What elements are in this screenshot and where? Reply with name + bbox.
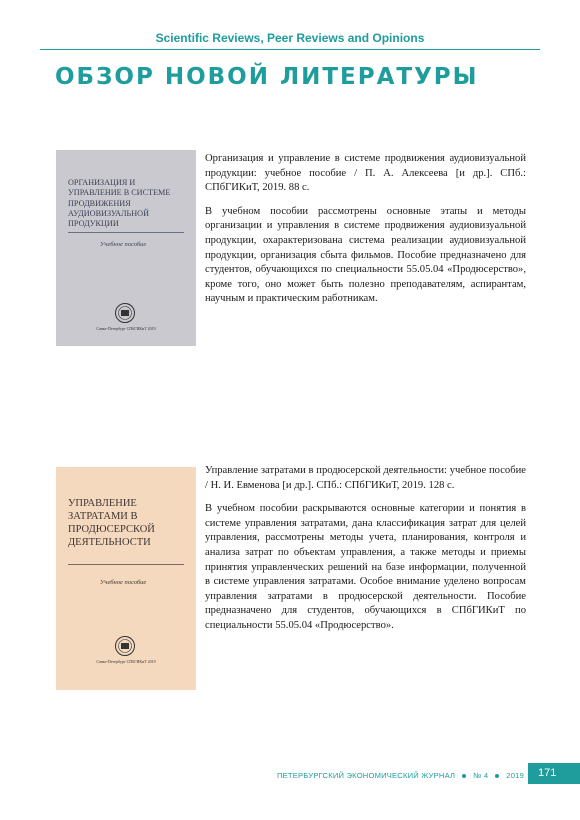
cover-imprint: Санкт-Петербург СПбГИКиТ 2019 xyxy=(96,659,156,664)
bullet-icon xyxy=(462,774,466,778)
bullet-icon xyxy=(495,774,499,778)
cover-imprint: Санкт-Петербург СПбГИКиТ 2019 xyxy=(96,326,156,331)
book-cover-1 xyxy=(56,150,196,346)
section-title: Scientific Reviews, Peer Reviews and Opinions xyxy=(155,31,425,45)
book-entry-2 xyxy=(205,464,526,643)
publisher-emblem-icon xyxy=(114,302,136,324)
book-description: В учебном пособии рассмотрены основные этапы и методы организации и управления в системе продвижения аудиовизуальной продукции, охарактеризована система реализации аудиовизуальной продукции, организация сбыта фильмов. Пособие предназначено для студентов, обучающихся по специальности 55.05.04 «Продюсерство», кроме того, оно может быть полезно преподавателям, аспирантам, научным и практическим работникам. xyxy=(205,205,526,305)
book-description: В учебном пособии раскрываются основные категории и понятия в системе управления затратами, дана классификация затрат для целей управления, рассмотрены методы учета, планирования, контроля и анализа затрат по объектам управления, а также методы и приемы принятия управленческих решений на базе информации, полученной в системе управления затратами. Особое внимание уделено вопросам управления затратами в продюсерской деятельности. Пособие предназначено для студентов, обучающихся в СПбГИКиТ по специальности 55.05.04 «Продюсерство». xyxy=(205,503,526,632)
cover-divider xyxy=(68,232,184,233)
journal-name: ПЕТЕРБУРГСКИЙ ЭКОНОМИЧЕСКИЙ ЖУРНАЛ xyxy=(277,771,456,780)
issue-year: 2019 xyxy=(506,771,524,780)
issue-number: № 4 xyxy=(473,771,489,780)
page-number: 171 xyxy=(528,763,580,784)
header-divider xyxy=(40,49,540,50)
page-title: ОБЗОР НОВОЙ ЛИТЕРАТУРЫ xyxy=(55,64,479,90)
cover-title: УПРАВЛЕНИЕ ЗАТРАТАМИ В ПРОДЮСЕРСКОЙ ДЕЯТЕЛЬНОСТИ xyxy=(68,498,155,549)
cover-title: ОРГАНИЗАЦИЯ И УПРАВЛЕНИЕ В СИСТЕМЕ ПРОДВИЖЕНИЯ АУДИОВИЗУАЛЬНОЙ ПРОДУКЦИИ xyxy=(68,178,171,228)
cover-subtitle: Учебное пособие xyxy=(100,241,147,248)
running-header xyxy=(0,0,580,48)
book-citation: Организация и управление в системе продвижения аудиовизуальной продукции: учебное пособие / П. А. Алексеева [и др.]. СПб.: СПбГИКиТ, 2019. 88 с. xyxy=(205,153,526,194)
publisher-emblem-icon xyxy=(114,635,136,657)
book-cover-2 xyxy=(56,467,196,690)
book-citation: Управление затратами в продюсерской деятельности: учебное пособие / Н. И. Евменова [и др.]. СПб.: СПбГИКиТ, 2019. 128 с. xyxy=(205,465,526,491)
book-entry-1 xyxy=(205,152,526,316)
cover-divider xyxy=(68,564,184,565)
cover-subtitle: Учебное пособие xyxy=(100,579,147,586)
running-footer xyxy=(277,771,524,780)
